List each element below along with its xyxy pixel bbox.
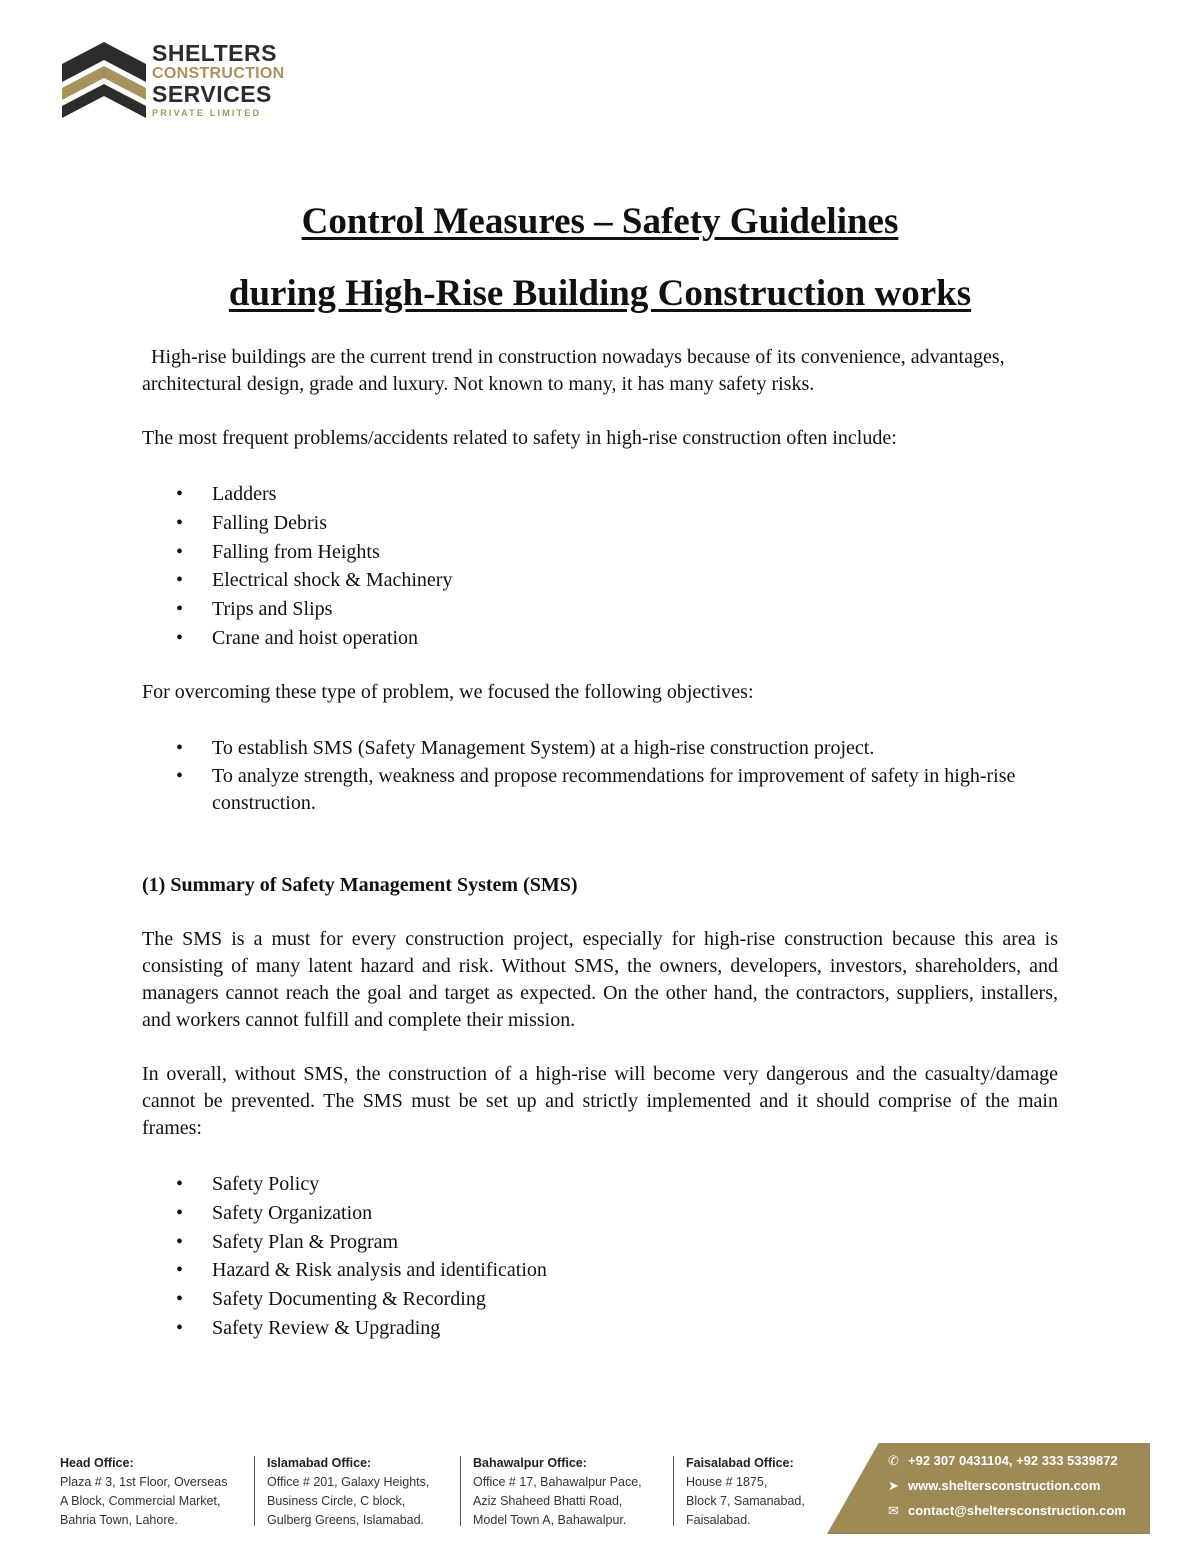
list-item: • Trips and Slips: [176, 595, 1056, 624]
list-item: • Falling from Heights: [176, 538, 1056, 567]
section-1-paragraph-1: The SMS is a must for every construction project, especially for high-rise construction because this area is consisting of many latent hazard and risk. Without SMS, the owners, developers, investors, shareholders, and managers cannot reach the goal and target as expected. On the other hand, the contractors, suppliers, installers, and workers cannot fulfill and complete their mission.: [142, 928, 1058, 1031]
islamabad-office-block: [267, 1454, 429, 1530]
office-heading: Head Office:: [60, 1456, 134, 1470]
logo-line-construction: CONSTRUCTION: [152, 65, 285, 82]
list-item: • Safety Review & Upgrading: [176, 1314, 1056, 1343]
office-address-line: Aziz Shaheed Bhatti Road,: [473, 1494, 623, 1508]
contact-phone: [888, 1453, 1118, 1469]
footer-divider: [254, 1456, 255, 1526]
bahawalpur-office-block: [473, 1454, 642, 1530]
document-title-line-1: Control Measures – Safety Guidelines: [301, 201, 899, 242]
phone-icon: ✆: [888, 1453, 899, 1468]
section-1-paragraph-2: In overall, without SMS, the construction of a high-rise will become very dangerous and the casualty/damage cannot be prevented. The SMS must be set up and strictly implemented and it should comprise of the main frames:: [142, 1063, 1058, 1139]
office-heading: Islamabad Office:: [267, 1456, 372, 1470]
contact-website-link[interactable]: www.sheltersconstruction.com: [908, 1478, 1101, 1493]
envelope-icon: ✉: [888, 1503, 899, 1518]
objectives-intro: For overcoming these type of problem, we focused the following objectives:: [142, 681, 754, 703]
office-address-line: A Block, Commercial Market,: [60, 1494, 221, 1508]
office-address-line: Block 7, Samanabad,: [686, 1494, 805, 1508]
office-address-line: House # 1875,: [686, 1475, 768, 1489]
office-address-line: Gulberg Greens, Islamabad.: [267, 1513, 425, 1527]
logo-line-services: SERVICES: [152, 81, 272, 107]
intro-paragraph: High-rise buildings are the current trend in construction nowadays because of its convenience, advantages, architectural design, grade and luxury. Not known to many, it has many safety risks.: [142, 346, 1005, 395]
contact-website[interactable]: [888, 1478, 1100, 1494]
problems-intro: The most frequent problems/accidents related to safety in high-rise construction often include:: [142, 427, 897, 449]
office-address-line: Model Town A, Bahawalpur.: [473, 1513, 627, 1527]
office-address-line: Plaza # 3, 1st Floor, Overseas: [60, 1475, 228, 1489]
company-logo: [62, 40, 285, 122]
list-item: • To establish SMS (Safety Management System) at a high-rise construction project.: [176, 735, 1046, 762]
list-item: • Electrical shock & Machinery: [176, 566, 1056, 595]
logo-wordmark: [152, 42, 284, 118]
contact-email-link[interactable]: contact@sheltersconstruction.com: [908, 1503, 1126, 1518]
objectives-list: [176, 735, 1046, 818]
logo-line-private-limited: PRIVATE LIMITED: [152, 108, 262, 118]
footer-divider: [673, 1456, 674, 1526]
footer-divider: [460, 1456, 461, 1526]
office-address-line: Business Circle, C block,: [267, 1494, 406, 1508]
office-heading: Faisalabad Office:: [686, 1456, 794, 1470]
office-address-line: Bahria Town, Lahore.: [60, 1513, 178, 1527]
logo-line-shelters: SHELTERS: [152, 40, 277, 66]
head-office-block: [60, 1454, 227, 1530]
office-heading: Bahawalpur Office:: [473, 1456, 587, 1470]
section-1-heading: (1) Summary of Safety Management System (SMS): [142, 874, 578, 896]
problems-list: [176, 480, 1056, 653]
office-address-line: Office # 201, Galaxy Heights,: [267, 1475, 430, 1489]
office-address-line: Office # 17, Bahawalpur Pace,: [473, 1475, 642, 1489]
cursor-icon: ➤: [888, 1478, 899, 1493]
list-item: • Falling Debris: [176, 509, 1056, 538]
office-address-line: Faisalabad.: [686, 1513, 751, 1527]
list-item: • To analyze strength, weakness and propose recommendations for improvement of safety in high-rise construction.: [176, 763, 1046, 817]
list-item: • Safety Policy: [176, 1170, 1056, 1199]
sms-frames-list: [176, 1170, 1056, 1343]
page-footer: [0, 1440, 1200, 1553]
list-item: • Safety Organization: [176, 1199, 1056, 1228]
contact-phone-text: +92 307 0431104, +92 333 5339872: [908, 1453, 1118, 1468]
faisalabad-office-block: [686, 1454, 805, 1530]
contact-email[interactable]: [888, 1503, 1126, 1519]
list-item: • Safety Plan & Program: [176, 1228, 1056, 1257]
document-title-line-2: during High-Rise Building Construction works: [228, 273, 972, 314]
list-item: • Crane and hoist operation: [176, 624, 1056, 653]
list-item: • Hazard & Risk analysis and identification: [176, 1256, 1056, 1285]
list-item: • Ladders: [176, 480, 1056, 509]
chevron-logo-icon: [62, 40, 146, 120]
list-item: • Safety Documenting & Recording: [176, 1285, 1056, 1314]
